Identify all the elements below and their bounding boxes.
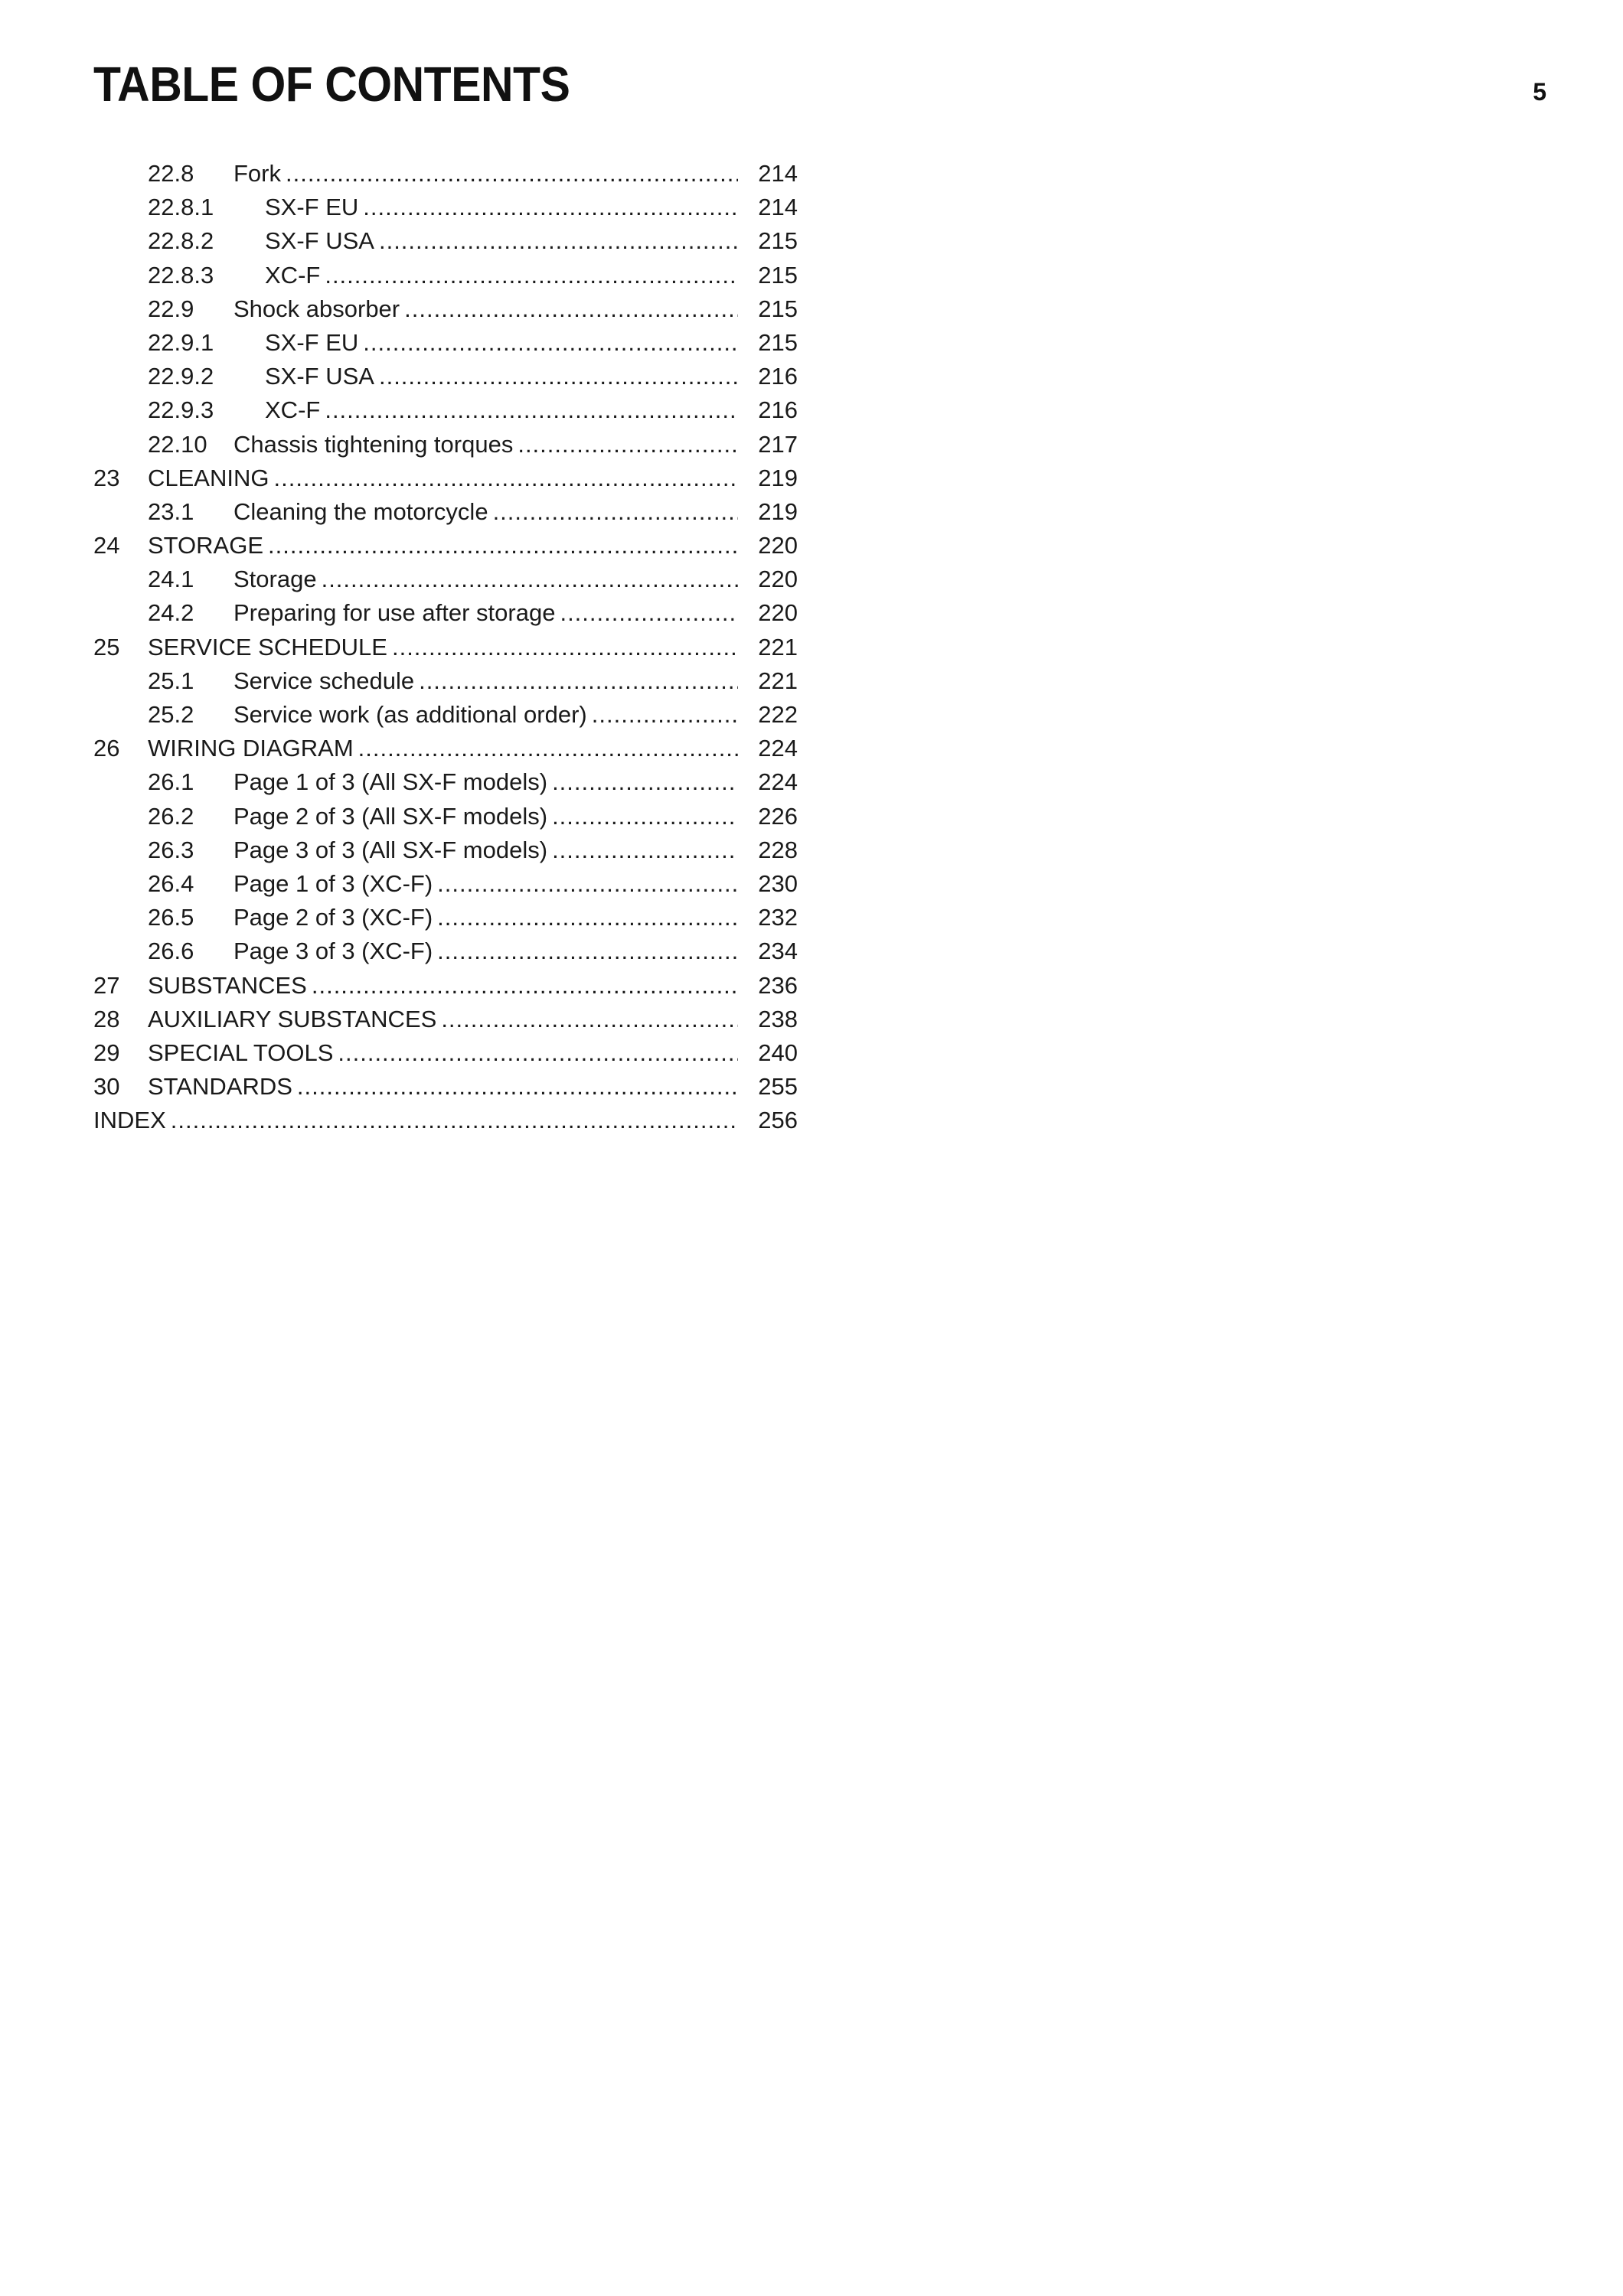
dot-leader	[518, 428, 738, 461]
toc-entry-title: WIRING DIAGRAM	[148, 735, 354, 762]
toc-entry-title: SERVICE SCHEDULE	[148, 633, 387, 660]
toc-entry-number: 23.1	[148, 497, 194, 525]
toc-entry-number: 26.1	[148, 768, 194, 796]
toc-entry-title-leader	[233, 901, 738, 934]
toc-entry[interactable]	[93, 969, 798, 1003]
toc-entry-title: Page 2 of 3 (All SX-F models)	[233, 802, 548, 830]
toc-entry-title-leader	[93, 1104, 738, 1137]
table-of-contents	[93, 157, 798, 1137]
toc-entry[interactable]	[93, 461, 798, 495]
toc-entry-title-leader	[148, 1036, 738, 1070]
toc-entry[interactable]	[93, 664, 798, 698]
toc-entry[interactable]	[93, 732, 798, 765]
toc-entry-page: 214	[758, 160, 798, 187]
toc-entry[interactable]	[93, 901, 798, 934]
toc-entry-page: 224	[758, 735, 798, 762]
toc-entry[interactable]	[93, 596, 798, 630]
toc-entry[interactable]	[93, 867, 798, 901]
toc-entry-page: 240	[758, 1039, 798, 1066]
toc-entry[interactable]	[93, 833, 798, 867]
dot-leader	[419, 664, 738, 698]
toc-entry[interactable]	[93, 360, 798, 393]
toc-entry-title-leader	[265, 360, 738, 393]
toc-entry-title-leader	[233, 495, 738, 529]
dot-leader	[363, 191, 738, 224]
dot-leader	[552, 800, 738, 833]
toc-entry[interactable]	[93, 495, 798, 529]
dot-leader	[437, 901, 738, 934]
toc-entry-page: 216	[758, 396, 798, 424]
toc-entry-page: 255	[758, 1073, 798, 1101]
toc-entry-number: 22.9.2	[148, 363, 214, 390]
toc-entry-number: 25.1	[148, 667, 194, 694]
toc-entry-title: Page 1 of 3 (All SX-F models)	[233, 768, 548, 796]
dot-leader	[273, 461, 738, 495]
dot-leader	[312, 969, 738, 1003]
toc-entry-title: Fork	[233, 160, 281, 187]
toc-entry-title: SUBSTANCES	[148, 971, 307, 999]
toc-entry-number: 22.8.3	[148, 261, 214, 289]
toc-entry-page: 236	[758, 971, 798, 999]
toc-entry[interactable]	[93, 1036, 798, 1070]
toc-entry-number: 22.9	[148, 295, 194, 322]
toc-entry-number: 22.10	[148, 430, 207, 458]
toc-entry-page: 220	[758, 566, 798, 593]
toc-entry-page: 219	[758, 464, 798, 491]
toc-entry-number: 22.9.3	[148, 396, 214, 424]
toc-entry-title-leader	[265, 326, 738, 360]
toc-entry-page: 226	[758, 802, 798, 830]
toc-entry-number: 27	[93, 971, 120, 999]
toc-entry-page: 221	[758, 667, 798, 694]
toc-entry-title: SX-F EU	[265, 328, 359, 356]
toc-entry-title: Storage	[233, 566, 317, 593]
dot-leader	[437, 867, 738, 901]
toc-entry-title-leader	[233, 664, 738, 698]
toc-entry-title: SX-F USA	[265, 363, 374, 390]
toc-entry[interactable]	[93, 698, 798, 732]
dot-leader	[358, 732, 738, 765]
toc-entry[interactable]	[93, 428, 798, 461]
dot-leader	[268, 529, 738, 563]
toc-entry-page: 215	[758, 328, 798, 356]
toc-entry-title-leader	[233, 867, 738, 901]
dot-leader	[322, 563, 738, 596]
toc-entry-title: Chassis tightening torques	[233, 430, 514, 458]
toc-entry-title-leader	[233, 934, 738, 968]
toc-entry-page: 215	[758, 261, 798, 289]
toc-entry-number: 24.2	[148, 599, 194, 627]
toc-entry-title: SPECIAL TOOLS	[148, 1039, 334, 1066]
dot-leader	[493, 495, 738, 529]
dot-leader	[552, 765, 738, 799]
toc-entry-title: Service work (as additional order)	[233, 701, 587, 728]
toc-entry-page: 238	[758, 1005, 798, 1032]
dot-leader	[392, 631, 738, 664]
toc-entry[interactable]	[93, 1104, 798, 1137]
toc-entry-title-leader	[148, 529, 738, 563]
toc-entry-title: Service schedule	[233, 667, 415, 694]
dot-leader	[363, 326, 738, 360]
dot-leader	[441, 1003, 738, 1036]
toc-entry-page: 219	[758, 497, 798, 525]
toc-entry-title-leader	[265, 393, 738, 427]
toc-entry-page: 221	[758, 633, 798, 660]
toc-entry-number: 25	[93, 633, 120, 660]
toc-entry-page: 232	[758, 904, 798, 931]
toc-entry[interactable]	[93, 292, 798, 326]
toc-entry[interactable]	[93, 326, 798, 360]
toc-entry[interactable]	[93, 631, 798, 664]
toc-entry-title-leader	[233, 428, 738, 461]
toc-entry[interactable]	[93, 259, 798, 292]
toc-entry-title: AUXILIARY SUBSTANCES	[148, 1005, 437, 1032]
toc-entry-number: 26.5	[148, 904, 194, 931]
toc-entry-page: 220	[758, 599, 798, 627]
toc-entry-title-leader	[233, 698, 738, 732]
toc-entry-title: XC-F	[265, 261, 321, 289]
dot-leader	[325, 393, 738, 427]
toc-entry-title-leader	[148, 969, 738, 1003]
toc-entry-page: 214	[758, 194, 798, 221]
toc-entry-number: 24	[93, 532, 120, 559]
toc-entry-title-leader	[233, 765, 738, 799]
toc-entry-title: CLEANING	[148, 464, 269, 491]
toc-entry-title-leader	[233, 800, 738, 833]
toc-entry-title: Page 3 of 3 (XC-F)	[233, 938, 433, 965]
dot-leader	[437, 934, 738, 968]
toc-entry-number: 23	[93, 464, 120, 491]
toc-entry[interactable]	[93, 529, 798, 563]
toc-entry[interactable]	[93, 765, 798, 799]
toc-entry-title: STANDARDS	[148, 1073, 292, 1101]
toc-entry-title: Cleaning the motorcycle	[233, 497, 488, 525]
toc-entry-page: 217	[758, 430, 798, 458]
toc-entry-number: 25.2	[148, 701, 194, 728]
toc-entry-page: 230	[758, 869, 798, 897]
toc-entry-number: 29	[93, 1039, 120, 1066]
dot-leader	[338, 1036, 738, 1070]
toc-entry-page: 220	[758, 532, 798, 559]
dot-leader	[552, 833, 738, 867]
toc-entry-title-leader	[233, 157, 738, 191]
toc-entry-number: 24.1	[148, 566, 194, 593]
toc-entry-title: Preparing for use after storage	[233, 599, 556, 627]
toc-entry[interactable]	[93, 393, 798, 427]
toc-entry-number: 22.8	[148, 160, 194, 187]
toc-entry-title-leader	[265, 259, 738, 292]
toc-entry[interactable]	[93, 1070, 798, 1104]
toc-entry-title-leader	[233, 292, 738, 326]
toc-entry-page: 215	[758, 295, 798, 322]
dot-leader	[286, 157, 738, 191]
toc-entry-title: Page 1 of 3 (XC-F)	[233, 869, 433, 897]
page-title: TABLE OF CONTENTS	[93, 57, 570, 112]
toc-entry-title: SX-F EU	[265, 194, 359, 221]
toc-entry-title: XC-F	[265, 396, 321, 424]
dot-leader	[171, 1104, 738, 1137]
toc-entry-number: 26.4	[148, 869, 194, 897]
dot-leader	[379, 224, 738, 258]
toc-entry-number: 22.8.2	[148, 227, 214, 255]
toc-entry[interactable]	[93, 1003, 798, 1036]
toc-entry-title-leader	[265, 191, 738, 224]
toc-entry-page: 216	[758, 363, 798, 390]
dot-leader	[379, 360, 738, 393]
toc-entry-number: 30	[93, 1073, 120, 1101]
dot-leader	[297, 1070, 738, 1104]
toc-entry-number: 26.3	[148, 836, 194, 863]
toc-entry-title-leader	[148, 732, 738, 765]
toc-entry-page: 222	[758, 701, 798, 728]
toc-entry-title: Shock absorber	[233, 295, 400, 322]
dot-leader	[560, 596, 738, 630]
toc-entry-title: INDEX	[93, 1107, 166, 1134]
toc-entry-title: Page 3 of 3 (All SX-F models)	[233, 836, 548, 863]
toc-entry-number: 22.9.1	[148, 328, 214, 356]
toc-entry-number: 26.2	[148, 802, 194, 830]
dot-leader	[592, 698, 738, 732]
toc-entry[interactable]	[93, 934, 798, 968]
toc-entry-title-leader	[148, 1003, 738, 1036]
toc-entry-number: 22.8.1	[148, 194, 214, 221]
toc-entry[interactable]	[93, 800, 798, 833]
page-number: 5	[1533, 78, 1546, 106]
toc-entry-title-leader	[148, 1070, 738, 1104]
toc-entry[interactable]	[93, 157, 798, 191]
toc-entry-title: SX-F USA	[265, 227, 374, 255]
toc-entry-title-leader	[233, 596, 738, 630]
toc-entry-number: 28	[93, 1005, 120, 1032]
dot-leader	[404, 292, 738, 326]
toc-entry-page: 228	[758, 836, 798, 863]
toc-entry-title: Page 2 of 3 (XC-F)	[233, 904, 433, 931]
toc-entry-page: 224	[758, 768, 798, 796]
toc-entry-page: 234	[758, 938, 798, 965]
toc-entry-number: 26	[93, 735, 120, 762]
toc-entry-title-leader	[233, 833, 738, 867]
toc-entry-title-leader	[148, 631, 738, 664]
toc-entry[interactable]	[93, 563, 798, 596]
toc-entry-number: 26.6	[148, 938, 194, 965]
toc-entry-page: 215	[758, 227, 798, 255]
toc-entry[interactable]	[93, 224, 798, 258]
toc-entry[interactable]	[93, 191, 798, 224]
toc-entry-title: STORAGE	[148, 532, 264, 559]
toc-entry-title-leader	[233, 563, 738, 596]
toc-entry-title-leader	[265, 224, 738, 258]
toc-entry-title-leader	[148, 461, 738, 495]
dot-leader	[325, 259, 738, 292]
toc-entry-page: 256	[758, 1107, 798, 1134]
